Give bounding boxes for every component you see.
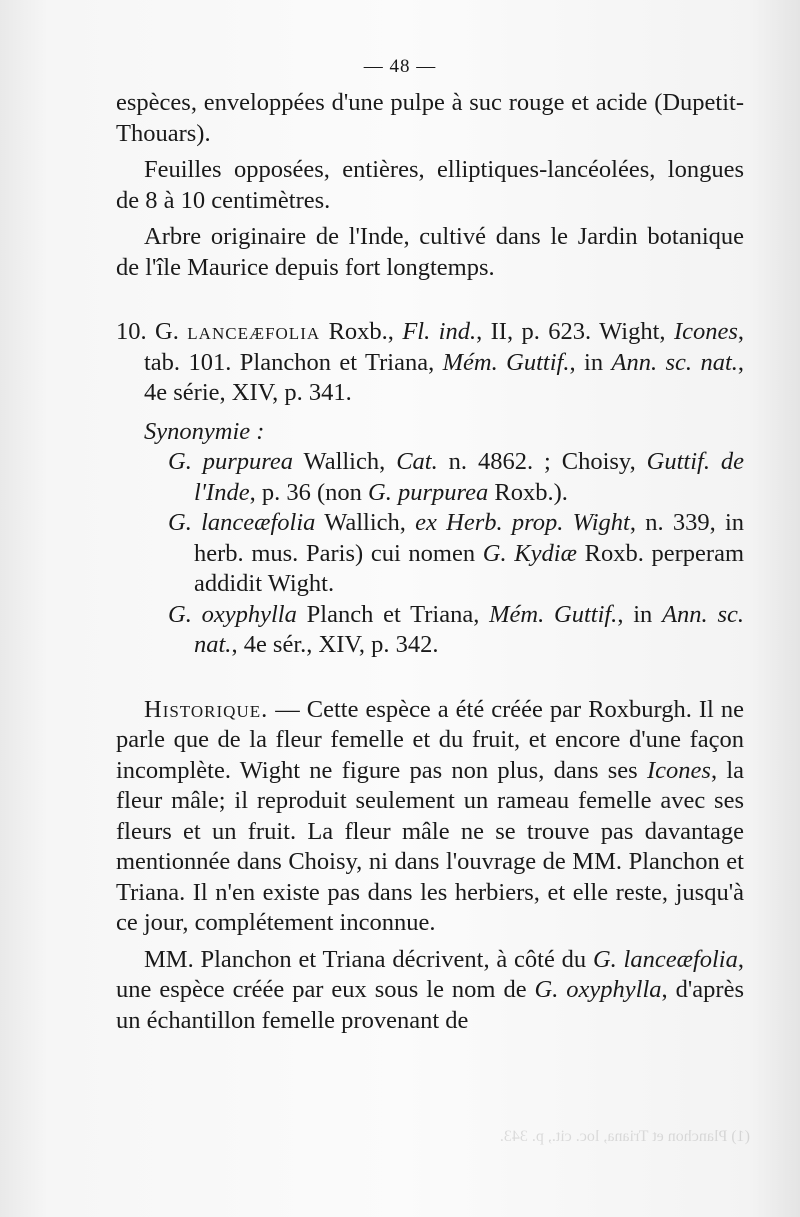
bleed-through-footnote: (1) Planchon et Triana, loc. cit., p. 343. — [499, 1128, 750, 1145]
paragraph: MM. Planchon et Triana décrivent, à côté du G. lanceæfolia, une espèce créée par eux sous le nom de G. oxyphylla, d'après un échantillon femelle provenant de — [116, 945, 744, 1034]
synonym-item: G. oxyphylla Planch et Triana, Mém. Guttif., in Ann. sc. nat., 4e sér., XIV, p. 342. — [168, 600, 744, 658]
species-entry: 10. G. lanceæfolia Roxb., Fl. ind., II, p. 623. Wight, Icones, tab. 101. Planchon et Triana, Mém. Guttif., in Ann. sc. nat., 4e série, XIV, p. 341. — [116, 318, 745, 406]
synonym-item: G. purpurea Wallich, Cat. n. 4862. ; Choisy, Guttif. de l'Inde, p. 36 (non G. purpurea Roxb.). — [168, 448, 745, 506]
historique-paragraph: Historique. — Cette espèce a été créée par Roxburgh. Il ne parle que de la fleur femelle et du fruit, et encore d'une façon incomplète. Wight ne figure pas non plus, dans ses Icones, la fleur mâle; il reproduit seulement un rameau femelle avec ses fleurs et un fruit. La fleur mâle ne se trouve pas davantage mentionnée dans Choisy, ni dans l'ouvrage de MM. Planchon et Triana. Il n'en existe pas dans les herbiers, et elle reste, jusqu'à ce jour, complétement inconnue. — [116, 695, 745, 936]
entry-number: 10. — [116, 318, 147, 345]
page-body — [116, 88, 744, 1036]
section-label: Historique. — [144, 695, 269, 723]
page-number: — 48 — — [363, 56, 437, 77]
paragraph: Feuilles opposées, entières, elliptiques-lancéolées, longues de 8 à 10 centimètres. — [116, 156, 744, 214]
synonym-item: G. lanceæfolia Wallich, ex Herb. prop. Wight, n. 339, in herb. mus. Paris) cui nomen G. Kydiæ Roxb. perperam addidit Wight. — [168, 509, 744, 597]
synonymy-heading: Synonymie : — [144, 417, 265, 445]
paragraph: espèces, enveloppées d'une pulpe à suc rouge et acide (Dupetit-Thouars). — [116, 89, 744, 147]
species-name: lanceæfolia — [187, 318, 321, 345]
paragraph: Arbre originaire de l'Inde, cultivé dans le Jardin botanique de l'île Maurice depuis fort longtemps. — [116, 223, 744, 281]
